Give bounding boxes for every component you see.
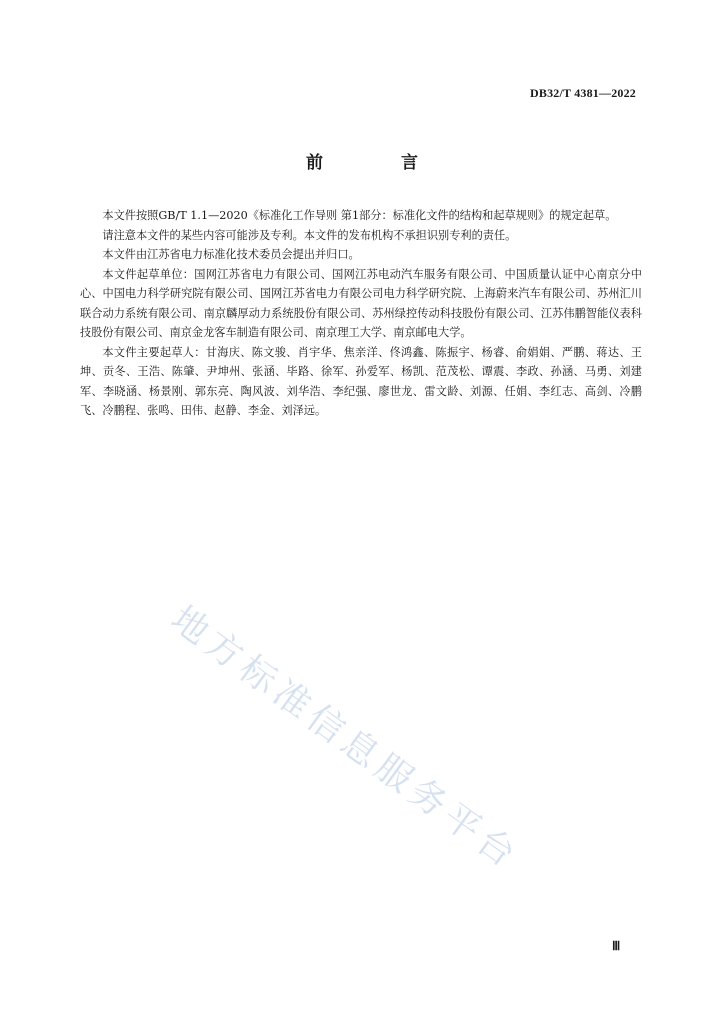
paragraph-drafting-basis: 本文件按照GB/T 1.1—2020《标准化工作导则 第1部分：标准化文件的结构和起草规则》的规定起草。 [102, 209, 617, 222]
paragraph-patent-notice: 请注意本文件的某些内容可能涉及专利。本文件的发布机构不承担识别专利的责任。 [102, 228, 517, 242]
paragraph-drafting-units: 本文件起草单位：国网江苏省电力有限公司、国网江苏电动汽车服务有限公司、中国质量认证中心南京分中心、中国电力科学研究院有限公司、国网江苏省电力有限公司电力科学研究院、上海蔚来汽车有限公司、苏州汇川联合动力系统有限公司、南京麟厚动力系统股份有限公司、苏州绿控传动科技股份有限公司、江苏伟鹏智能仪表科技股份有限公司、南京金龙客车制造有限公司、南京理工大学、南京邮电大学。 [80, 267, 642, 339]
page-title: 前 言 [306, 153, 454, 173]
paragraph-proposer: 本文件由江苏省电力标准化技术委员会提出并归口。 [102, 248, 360, 261]
paragraph-drafters: 本文件主要起草人：甘海庆、陈文骏、肖宇华、焦亲洋、佟鸿鑫、陈振宇、杨睿、俞娟娟、严鹏、蒋达、王坤、贡冬、王浩、陈肇、尹坤州、张涵、毕路、徐军、孙爱军、杨凯、范茂松、谭震、李政、孙涵、马勇、刘建军、李晓涵、杨景刚、郭东亮、陶风波、刘华浩、李纪强、廖世龙、雷文龄、刘源、任娟、李红志、高剑、冷鹏飞、冷鹏程、张鸣、田伟、赵静、李金、刘泽远。 [80, 345, 642, 417]
document-id: DB32/T 4381—2022 [530, 86, 636, 100]
page-number: Ⅲ [612, 939, 621, 953]
watermark: 地方标准信息服务平台 [163, 598, 528, 879]
foreword-body [80, 206, 642, 421]
